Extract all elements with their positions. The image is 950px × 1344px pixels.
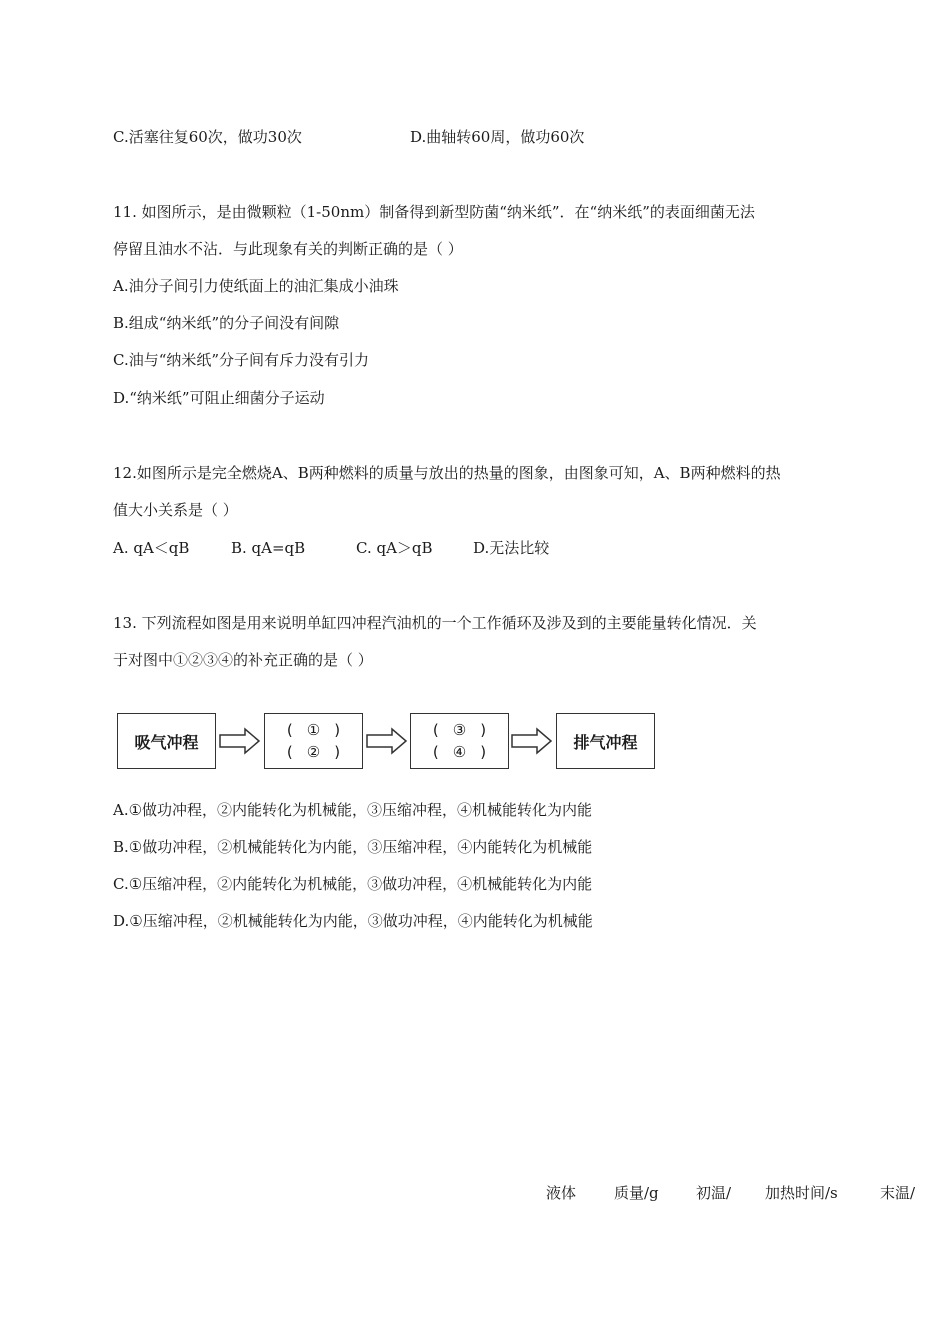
paren-close: ): [480, 743, 487, 761]
q12-option-b: B. qA=qB: [231, 539, 306, 557]
flow-arrow-3-icon: [511, 727, 553, 755]
q11-option-c: C.油与“纳米纸”分子间有斥力没有引力: [113, 351, 370, 369]
paren-open: (: [286, 743, 293, 761]
flow-arrow-1-icon: [219, 727, 261, 755]
q11-stem-line1: 11. 如图所示，是由微颗粒（1-50nm）制备得到新型防菌“纳米纸”．在“纳米纸”的表面细菌无法: [113, 203, 755, 221]
table-header-initial-temp: 初温/: [696, 1184, 732, 1202]
q12-option-d: D.无法比较: [473, 539, 550, 557]
paren-close: ): [480, 721, 487, 739]
q11-option-a: A.油分子间引力使纸面上的油汇集成小油珠: [113, 277, 399, 295]
table-header-liquid: 液体: [546, 1184, 577, 1202]
q13-stem-line2: 于对图中①②③④的补充正确的是（ ）: [113, 651, 373, 669]
stroke-box-3-4: [410, 713, 509, 769]
q11-option-b: B.组成“纳米纸”的分子间没有间隙: [113, 314, 340, 332]
slot-2: [287, 743, 340, 761]
paren-close: ): [334, 721, 341, 739]
slot-3-label: ③: [452, 721, 467, 739]
q12-stem-line1: 12.如图所示是完全燃烧A、B两种燃料的质量与放出的热量的图象，由图象可知，A、B两种燃料的热: [113, 464, 781, 482]
q13-option-a: A.①做功冲程，②内能转化为机械能，③压缩冲程，④机械能转化为内能: [113, 801, 593, 819]
slot-1-label: ①: [306, 721, 321, 739]
q13-stem-line1: 13. 下列流程如图是用来说明单缸四冲程汽油机的一个工作循环及涉及到的主要能量转化情况．关: [113, 614, 757, 632]
slot-4: [433, 743, 486, 761]
q13-option-c: C.①压缩冲程，②内能转化为机械能，③做功冲程，④机械能转化为内能: [113, 875, 593, 893]
table-header-heating-time: 加热时间/s: [765, 1184, 838, 1202]
flow-arrow-2-icon: [366, 727, 408, 755]
paren-open: (: [432, 743, 439, 761]
q12-option-c: C. qA＞qB: [356, 539, 433, 557]
q11-option-d: D.“纳米纸”可阻止细菌分子运动: [113, 389, 325, 407]
slot-4-label: ④: [452, 743, 467, 761]
q13-option-d: D.①压缩冲程，②机械能转化为内能，③做功冲程，④内能转化为机械能: [113, 912, 593, 930]
q10-option-d: D.曲轴转60周，做功60次: [410, 128, 585, 146]
slot-3: [433, 721, 486, 739]
q12-stem-line2: 值大小关系是（ ）: [113, 501, 238, 519]
paren-open: (: [432, 721, 439, 739]
q13-option-b: B.①做功冲程，②机械能转化为内能，③压缩冲程，④内能转化为机械能: [113, 838, 593, 856]
q12-option-a: A. qA＜qB: [113, 539, 190, 557]
slot-2-label: ②: [306, 743, 321, 761]
table-header-final-temp: 末温/: [880, 1184, 916, 1202]
q11-stem-line2: 停留且油水不沾．与此现象有关的判断正确的是（ ）: [113, 240, 463, 258]
exhaust-stroke-box: 排气冲程: [556, 713, 655, 769]
intake-stroke-box: 吸气冲程: [117, 713, 216, 769]
stroke-box-1-2: [264, 713, 363, 769]
table-header-mass: 质量/g: [614, 1184, 659, 1202]
q10-option-c: C.活塞往复60次，做功30次: [113, 128, 302, 146]
paren-close: ): [334, 743, 341, 761]
slot-1: [287, 721, 340, 739]
paren-open: (: [286, 721, 293, 739]
